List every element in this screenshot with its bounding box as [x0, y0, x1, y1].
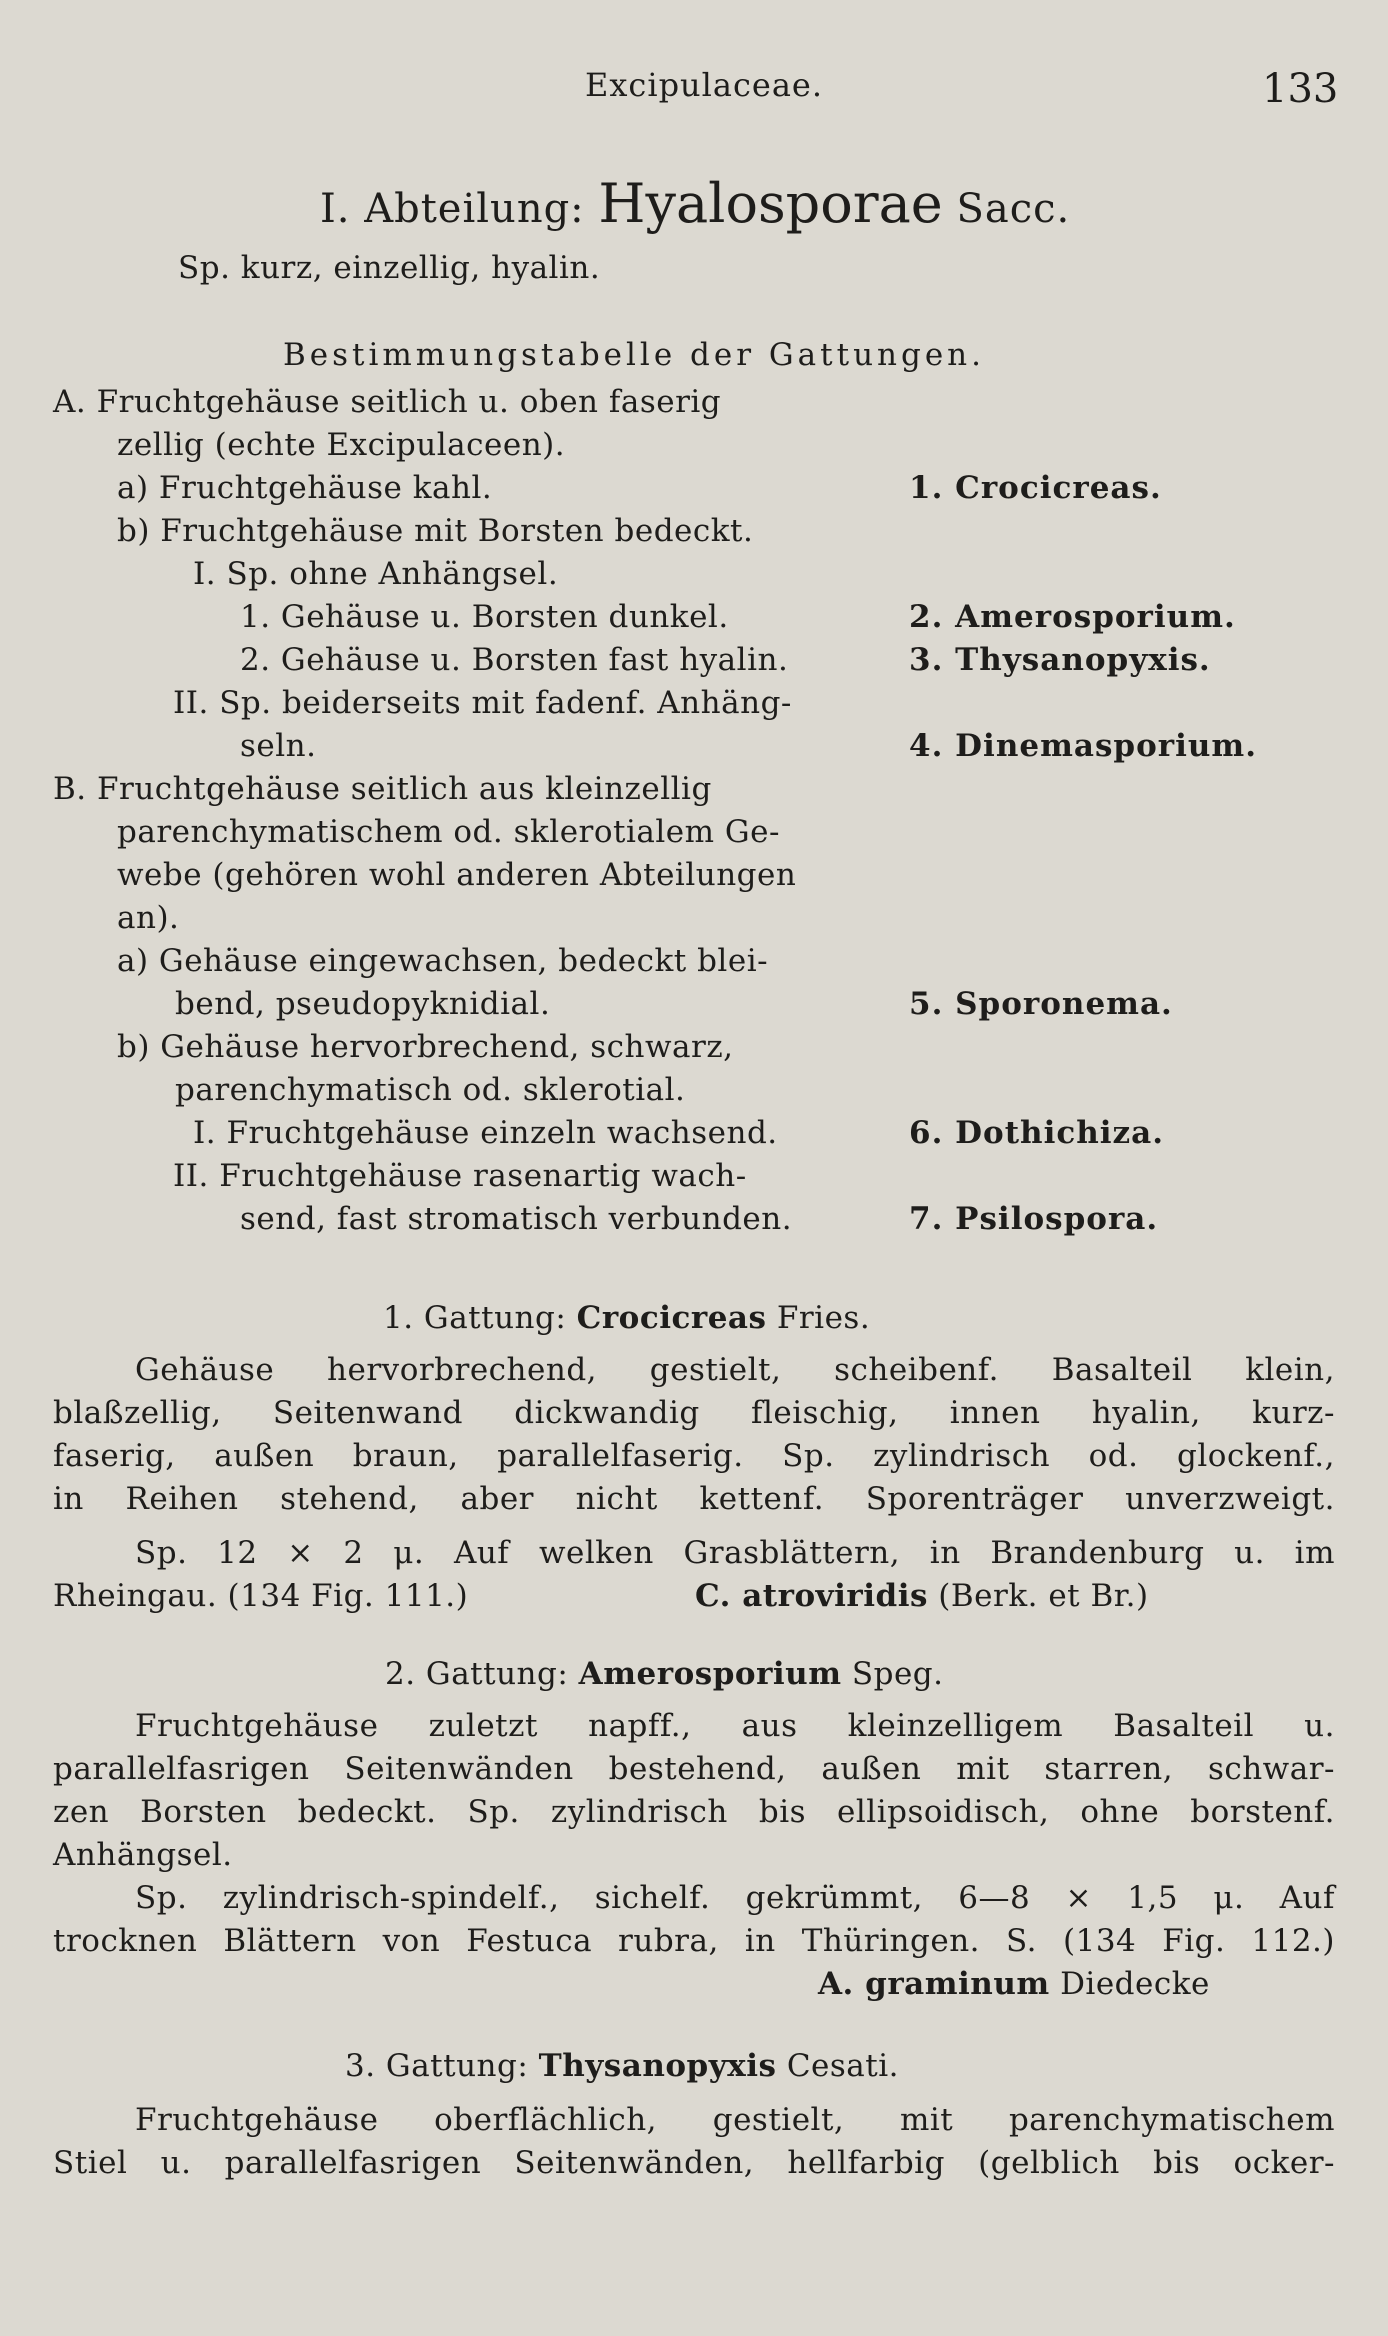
species-name: C. atroviridis [695, 1578, 928, 1614]
key-row: 2. Gehäuse u. Borsten fast hyalin. [240, 642, 789, 678]
key-row: A. Fruchtgehäuse seitlich u. oben faserig [53, 384, 722, 420]
paragraph-line: blaßzellig, Seitenwand dickwandig fleischig, innen hyalin, kurz- [53, 1395, 1335, 1431]
genus-heading-author: Cesati. [786, 2048, 899, 2084]
page-number: 133 [1262, 66, 1339, 112]
paragraph-line: parallelfasrigen Seitenwänden bestehend, außen mit starren, schwar- [53, 1751, 1335, 1787]
key-row: parenchymatisch od. sklerotial. [175, 1072, 686, 1108]
section-prefix: I. Abteilung: [320, 186, 585, 232]
key-row: b) Fruchtgehäuse mit Borsten bedeckt. [117, 513, 754, 549]
key-result: 5. Sporonema. [909, 986, 1173, 1022]
key-result: 4. Dinemasporium. [909, 728, 1258, 764]
species-entry [818, 1966, 1210, 2002]
paragraph-line: Rheingau. (134 Fig. 111.) [53, 1578, 469, 1614]
paragraph-line: in Reihen stehend, aber nicht kettenf. Sporenträger unverzweigt. [53, 1481, 1335, 1517]
key-result: 2. Amerosporium. [909, 599, 1236, 635]
key-row: parenchymatischem od. sklerotialem Ge- [117, 814, 780, 850]
section-name: Hyalosporae [598, 172, 943, 235]
key-row: 1. Gehäuse u. Borsten dunkel. [240, 599, 729, 635]
paragraph-line: zen Borsten bedeckt. Sp. zylindrisch bis ellipsoidisch, ohne borstenf. [53, 1794, 1335, 1830]
genus-heading-prefix: 3. Gattung: [345, 2048, 529, 2084]
key-result: 1. Crocicreas. [909, 470, 1162, 506]
key-row: I. Fruchtgehäuse einzeln wachsend. [193, 1115, 778, 1151]
species-author: (Berk. et Br.) [938, 1578, 1149, 1614]
paragraph-line: Anhängsel. [53, 1837, 233, 1873]
paragraph-line: Stiel u. parallelfasrigen Seitenwänden, hellfarbig (gelblich bis ocker- [53, 2145, 1335, 2181]
key-row: II. Sp. beiderseits mit fadenf. Anhäng- [173, 685, 792, 721]
genus-heading-author: Fries. [776, 1300, 871, 1336]
genus-heading-name: Amerosporium [578, 1656, 842, 1692]
genus-heading-name: Crocicreas [576, 1300, 767, 1336]
species-author: Diedecke [1060, 1966, 1210, 2002]
key-result: 6. Dothichiza. [909, 1115, 1165, 1151]
key-result: 7. Psilospora. [909, 1201, 1159, 1237]
paragraph-line: faserig, außen braun, parallelfaserig. Sp. zylindrisch od. glockenf., [53, 1438, 1335, 1474]
genus-heading [383, 1300, 870, 1336]
key-row: B. Fruchtgehäuse seitlich aus kleinzellig [53, 771, 712, 807]
key-row: webe (gehören wohl anderen Abteilungen [117, 857, 797, 893]
key-result: 3. Thysanopyxis. [909, 642, 1211, 678]
genus-heading-author: Speg. [851, 1656, 944, 1692]
paragraph-line: Sp. 12 × 2 μ. Auf welken Grasblättern, in Brandenburg u. im [135, 1535, 1335, 1571]
key-row: II. Fruchtgehäuse rasenartig wach- [173, 1158, 747, 1194]
section-author: Sacc. [956, 186, 1071, 232]
paragraph-line: Fruchtgehäuse oberflächlich, gestielt, mit parenchymatischem [135, 2102, 1335, 2138]
key-title: Bestimmungstabelle der Gattungen. [283, 337, 986, 373]
paragraph-line: Sp. zylindrisch-spindelf., sichelf. gekrümmt, 6—8 × 1,5 μ. Auf [135, 1880, 1335, 1916]
key-row: an). [117, 900, 180, 936]
paragraph-line: trocknen Blättern von Festuca rubra, in Thüringen. S. (134 Fig. 112.) [53, 1923, 1335, 1959]
species-name: A. graminum [818, 1966, 1050, 2002]
section-title [320, 172, 1070, 235]
genus-heading-prefix: 2. Gattung: [385, 1656, 569, 1692]
key-row: bend, pseudopyknidial. [175, 986, 551, 1022]
key-row: b) Gehäuse hervorbrechend, schwarz, [117, 1029, 734, 1065]
key-row: a) Gehäuse eingewachsen, bedeckt blei- [117, 943, 769, 979]
genus-heading [385, 1656, 944, 1692]
key-row: I. Sp. ohne Anhängsel. [193, 556, 559, 592]
paragraph-line: Gehäuse hervorbrechend, gestielt, scheibenf. Basalteil klein, [135, 1352, 1335, 1388]
genus-heading [345, 2048, 899, 2084]
genus-heading-name: Thysanopyxis [538, 2048, 777, 2084]
key-row: zellig (echte Excipulaceen). [117, 427, 566, 463]
key-row: send, fast stromatisch verbunden. [240, 1201, 793, 1237]
genus-heading-prefix: 1. Gattung: [383, 1300, 567, 1336]
key-row: a) Fruchtgehäuse kahl. [117, 470, 493, 506]
key-row: seln. [240, 728, 317, 764]
species-entry [695, 1578, 1149, 1614]
section-description: Sp. kurz, einzellig, hyalin. [178, 250, 601, 286]
running-title: Excipulaceae. [585, 66, 824, 104]
paragraph-line: Fruchtgehäuse zuletzt napff., aus kleinzelligem Basalteil u. [135, 1708, 1335, 1744]
